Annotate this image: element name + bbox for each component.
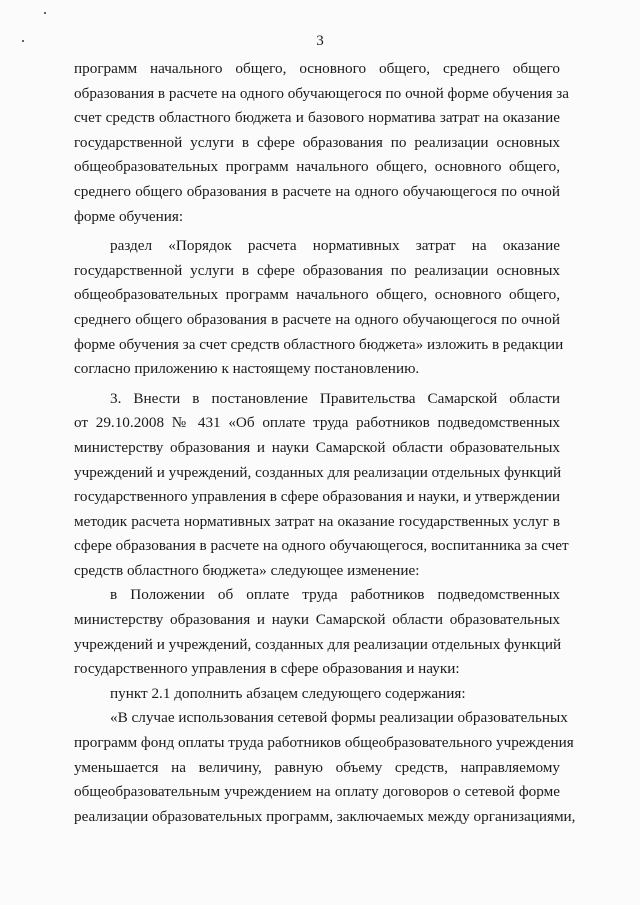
text-line: государственного управления в сфере образования и науки: xyxy=(74,660,460,678)
text-line: форме обучения: xyxy=(74,207,184,225)
paragraph xyxy=(74,583,560,681)
text-line: форме обучения за счет средств областного бюджета» изложить в редакции xyxy=(74,335,564,353)
paragraph xyxy=(74,234,564,382)
scan-speck xyxy=(44,12,46,14)
text-line: в Положении об оплате труда работников подведомственных xyxy=(110,586,560,604)
text-line: государственного управления в сфере образования и науки, и утверждении xyxy=(74,488,560,506)
paragraph xyxy=(74,706,576,829)
paragraph xyxy=(74,387,569,584)
text-line: государственной услуги в сфере образования по реализации основных xyxy=(74,261,560,279)
text-line: программ фонд оплаты труда работников общеобразовательного учреждения xyxy=(74,734,574,752)
text-line: сфере образования в расчете на одного обучающегося, воспитанника за счет xyxy=(74,537,569,555)
page-number: 3 xyxy=(316,33,324,49)
text-line: «В случае использования сетевой формы реализации образовательных xyxy=(110,709,568,727)
text-line: счет средств областного бюджета и базового норматива затрат на оказание xyxy=(74,109,560,127)
text-line: 3. Внести в постановление Правительства Самарской области xyxy=(110,389,560,407)
text-line: уменьшается на величину, равную объему средств, направляемому xyxy=(74,758,560,776)
text-line: министерству образования и науки Самарской области образовательных xyxy=(74,611,560,629)
text-line: среднего общего образования в расчете на одного обучающегося по очной xyxy=(74,310,560,328)
text-line: методик расчета нормативных затрат на оказание государственных услуг в xyxy=(74,512,560,530)
text-line: общеобразовательным учреждением на оплату договоров о сетевой форме xyxy=(74,783,560,801)
text-line: средств областного бюджета» следующее изменение: xyxy=(74,561,420,579)
text-line: образования в расчете на одного обучающегося по очной форме обучения за xyxy=(74,84,570,102)
text-line: программ начального общего, основного общего, среднего общего xyxy=(74,60,560,77)
text-line: раздел «Порядок расчета нормативных затрат на оказание xyxy=(110,237,560,255)
document-body xyxy=(74,57,576,829)
text-line: реализации образовательных программ, заключаемых между организациями, xyxy=(74,807,576,825)
text-line: государственной услуги в сфере образования по реализации основных xyxy=(74,133,560,151)
text-line: учреждений и учреждений, созданных для реализации отдельных функций xyxy=(74,463,562,481)
text-line: учреждений и учреждений, созданных для реализации отдельных функций xyxy=(74,635,562,653)
paragraph xyxy=(74,57,570,229)
text-line: среднего общего образования в расчете на одного обучающегося по очной xyxy=(74,182,560,200)
text-line: пункт 2.1 дополнить абзацем следующего содержания: xyxy=(110,684,466,702)
paragraph xyxy=(74,682,560,707)
text-line: общеобразовательных программ начального общего, основного общего, xyxy=(74,158,560,176)
text-line: общеобразовательных программ начального общего, основного общего, xyxy=(74,286,560,304)
text-line: министерству образования и науки Самарской области образовательных xyxy=(74,438,560,456)
text-line: согласно приложению к настоящему постановлению. xyxy=(74,360,420,378)
text-line: от 29.10.2008 № 431 «Об оплате труда работников подведомственных xyxy=(74,414,560,432)
